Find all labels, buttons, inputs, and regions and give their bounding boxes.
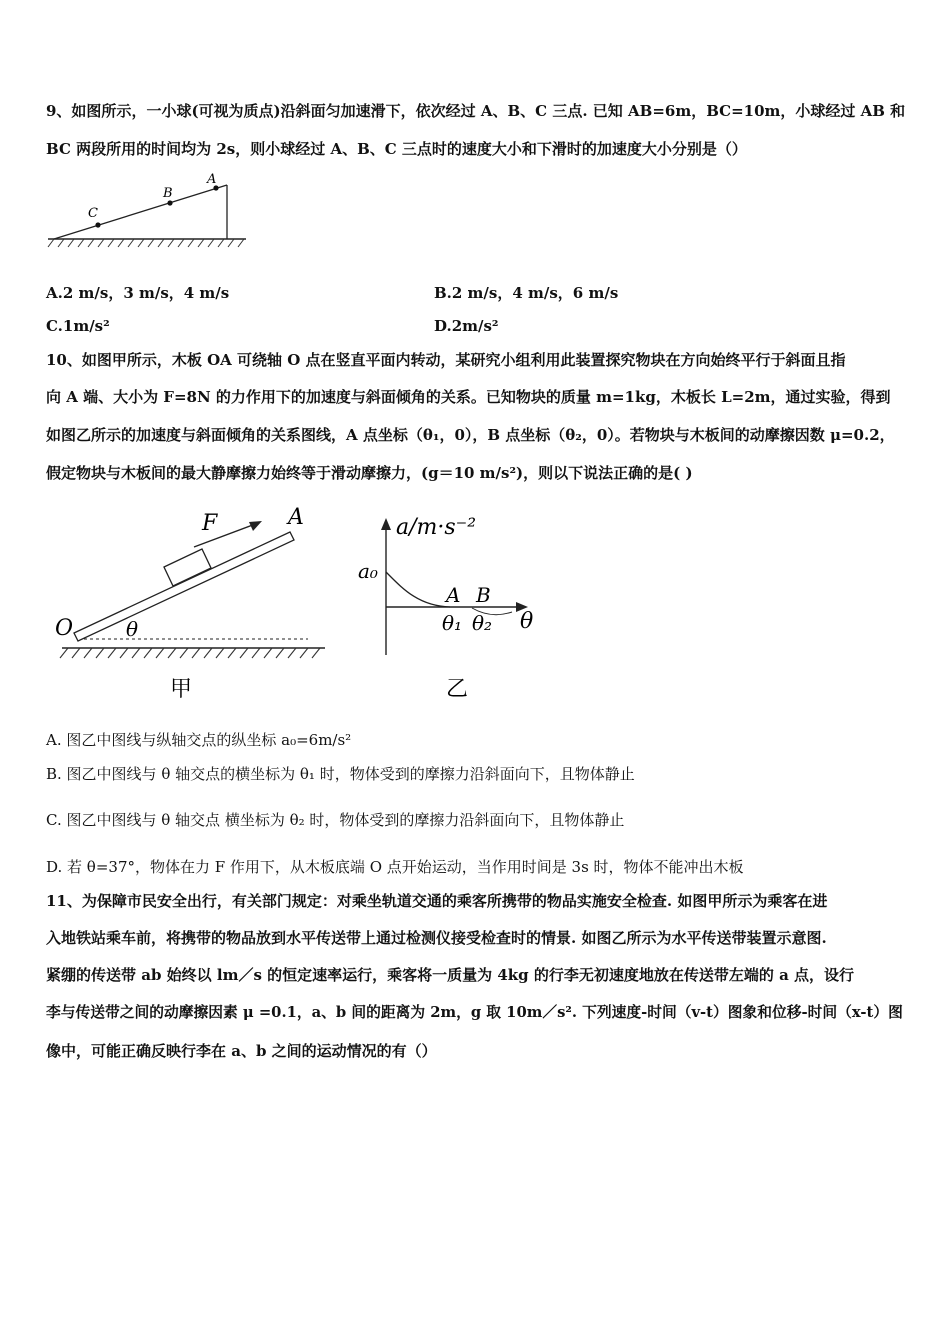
a-theta-curve (386, 572, 450, 607)
label-a: A (207, 172, 217, 187)
q11-stem-line3: 紧绷的传送带 ab 始终以 lm／s 的恒定速率运行，乘客将一质量为 4kg 的行李无初速度地放在传送带左端的 a 点，设行 (46, 966, 855, 984)
q11-stem-line5: 像中，可能正确反映行李在 a、b 之间的运动情况的有（） (46, 1042, 437, 1060)
q9-option-c[interactable]: C.1m/s² (46, 317, 110, 335)
label-theta2: θ₂ (472, 611, 493, 635)
label-c: C (88, 206, 98, 221)
q9-stem-line2: BC 两段所用的时间均为 2s，则小球经过 A、B、C 三点时的速度大小和下滑时的加速度大小分别是（） (46, 140, 747, 158)
point-c (95, 222, 100, 227)
q10-option-c[interactable]: C. 图乙中图线与 θ 轴交点 横坐标为 θ₂ 时，物体受到的摩擦力沿斜面向下，且物体静止 (46, 811, 625, 829)
q10-stem-line2: 向 A 端、大小为 F=8N 的力作用下的加速度与斜面倾角的关系。已知物块的质量 m=1kg，木板长 L=2m，通过实验，得到 (46, 388, 891, 406)
q10-option-d[interactable]: D. 若 θ=37°，物体在力 F 作用下，从木板底端 O 点开始运动，当作用时间是 3s 时，物体不能冲出木板 (46, 858, 744, 876)
q10-option-a[interactable]: A. 图乙中图线与纵轴交点的纵坐标 a₀=6m/s² (46, 731, 352, 749)
q10-stem-line1: 10、如图甲所示，木板 OA 可绕轴 O 点在竖直平面内转动，某研究小组利用此装置探究物块在方向始终平行于斜面且指 (46, 351, 846, 369)
board-oa (74, 532, 294, 641)
q10-figure-jia (50, 500, 335, 705)
label-a-end: A (288, 505, 304, 530)
label-o: O (55, 616, 74, 641)
q9-option-b[interactable]: B.2 m/s，4 m/s，6 m/s (434, 284, 619, 302)
q11-stem-line4: 李与传送带之间的动摩擦因素 μ =0.1，a、b 间的距离为 2m，g 取 10m／s². 下列速度-时间（v-t）图象和位移-时间（x-t）图 (46, 1004, 903, 1021)
label-y-axis: a/m·s⁻² (396, 515, 477, 540)
caption-jia: 甲 (170, 677, 193, 702)
caption-yi: 乙 (446, 677, 469, 702)
q10-figure-yi (350, 500, 550, 705)
q10-option-b[interactable]: B. 图乙中图线与 θ 轴交点的横坐标为 θ₁ 时，物体受到的摩擦力沿斜面向下，且物体静止 (46, 765, 635, 783)
q10-stem-line3: 如图乙所示的加速度与斜面倾角的关系图线，A 点坐标（θ₁，0），B 点坐标（θ₂，0）。若物块与木板间的动摩擦因数 μ=0.2， (46, 426, 895, 444)
q9-incline-figure (44, 170, 254, 250)
label-theta: θ (126, 617, 139, 641)
label-point-a: A (446, 583, 461, 607)
label-a0: a₀ (358, 559, 378, 583)
q9-stem-line1: 9、如图所示，一小球(可视为质点)沿斜面匀加速滑下，依次经过 A、B、C 三点. 已知 AB=6m，BC=10m，小球经过 AB 和 (46, 102, 906, 120)
label-theta1: θ₁ (442, 611, 463, 635)
q11-stem-line2: 入地铁站乘车前，将携带的物品放到水平传送带上通过检测仪接受检查时的情景. 如图乙所示为水平传送带装置示意图. (46, 929, 827, 947)
label-x-axis: θ (520, 609, 534, 634)
q11-stem-line1: 11、为保障市民安全出行，有关部门规定：对乘坐轨道交通的乘客所携带的物品实施安全检查. 如图甲所示为乘客在进 (46, 892, 828, 910)
q9-option-a[interactable]: A.2 m/s，3 m/s，4 m/s (46, 284, 230, 302)
q9-option-d[interactable]: D.2m/s² (434, 317, 499, 335)
point-b (167, 200, 172, 205)
label-f: F (202, 511, 218, 536)
incline-surface (54, 185, 227, 239)
label-point-b: B (476, 583, 491, 607)
q10-stem-line4: 假定物块与木板间的最大静摩擦力始终等于滑动摩擦力，(g＝10 m/s²)，则以下说法正确的是( ) (46, 464, 693, 482)
label-b: B (163, 186, 173, 201)
